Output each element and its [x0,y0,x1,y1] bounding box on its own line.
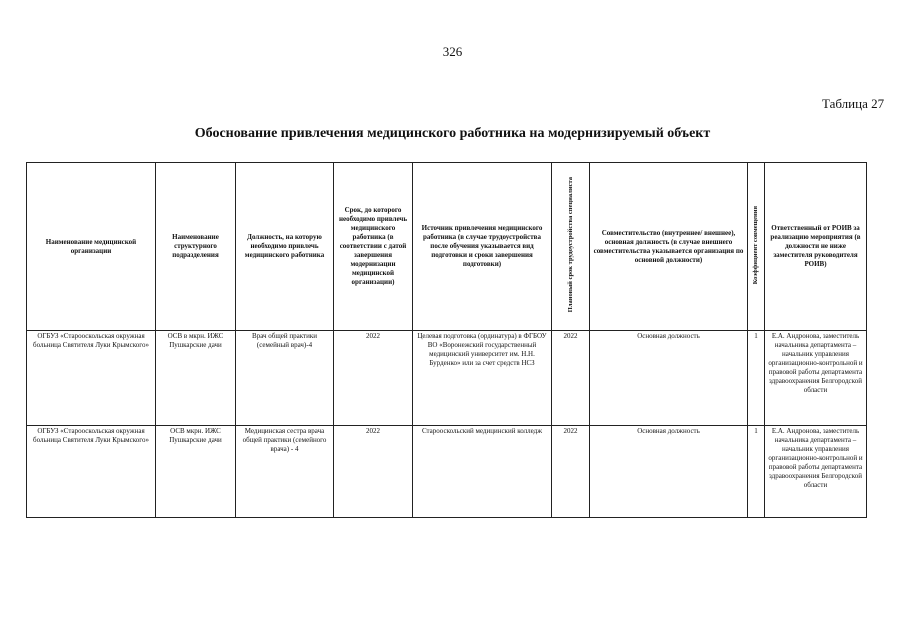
cell-combination: Основная должность [590,331,748,426]
table-row [27,426,867,518]
cell-position: Врач общей практики (семейный врач)-4 [236,331,334,426]
cell-combination-ratio: 1 [748,331,765,426]
cell-planned-employment-date: 2022 [552,331,590,426]
cell-source: Старооскольский медицинский колледж [413,426,552,518]
cell-planned-employment-date: 2022 [552,426,590,518]
cell-responsible: Е.А. Андронова, заместитель начальника департамента – начальник управления организационно-контрольной и правовой работы департамента здравоохранения Белгородской области [765,426,867,518]
cell-organization: ОГБУЗ «Старооскольская окружная больница Святителя Луки Крымского» [27,331,156,426]
table-header-row [27,163,867,331]
cell-combination-ratio: 1 [748,426,765,518]
cell-source: Целевая подготовка (ординатура) в ФГБОУ ВО «Воронежский государственный медицинский университет им. Н.Н. Бурденко» или за счет средств НСЗ [413,331,552,426]
header-source: Источник привлечения медицинского работника (в случае трудоустройства после обучения указывается вид подготовки и сроки завершения подготовки) [413,163,552,331]
cell-deadline: 2022 [334,426,413,518]
header-combination: Совместительство (внутреннее/ внешнее), основная должность (в случае внешнего совместительства указывается организация по основной должности) [590,163,748,331]
table-row [27,331,867,426]
header-organization: Наименование медицинской организации [27,163,156,331]
cell-subdivision: ОСВ в мкрн. ИЖС Пушкарские дачи [156,331,236,426]
table-label: Таблица 27 [822,96,885,111]
header-subdivision: Наименование структурного подразделения [156,163,236,331]
header-planned-employment-date: Плановый срок трудоустройства специалиста [552,163,590,331]
header-combination-ratio: Коэффициент совмещения [748,163,765,331]
justification-table [26,162,867,518]
page-number: 326 [442,44,463,59]
cell-deadline: 2022 [334,331,413,426]
header-responsible: Ответственный от РОИВ за реализацию мероприятия (в должности не ниже заместителя руководителя РОИВ) [765,163,867,331]
document-title: Обоснование привлечения медицинского работника на модернизируемый объект [194,126,711,141]
cell-combination: Основная должность [590,426,748,518]
cell-responsible: Е.А. Андронова, заместитель начальника департамента – начальник управления организационно-контрольной и правовой работы департамента здравоохранения Белгородской области [765,331,867,426]
cell-position: Медицинская сестра врача общей практики (семейного врача) - 4 [236,426,334,518]
cell-organization: ОГБУЗ «Старооскольская окружная больница Святителя Луки Крымского» [27,426,156,518]
header-deadline: Срок, до которого необходимо привлечь медицинского работника (в соответствии с датой завершения модернизации медицинской организации) [334,163,413,331]
cell-subdivision: ОСВ мкрн. ИЖС Пушкарские дачи [156,426,236,518]
header-position: Должность, на которую необходимо привлечь медицинского работника [236,163,334,331]
